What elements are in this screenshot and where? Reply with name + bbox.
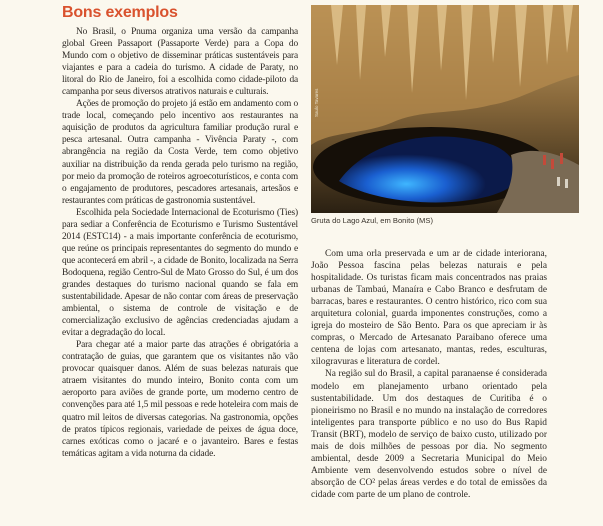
paragraph: Ações de promoção do projeto já estão em andamento com o trade local, começando pelo incentivo aos restaurantes na aquisição de produtos da agricultura familiar produção rural e pesca artesanal. Outra campanha - Vivência Paraty -, com abrangência na região da Costa Verde, tem como objetivo auxiliar na distribuição da renda gerada pelo turismo na região, por meio da promoção de roteiros agroecoturísticos, e conta com o engajamento de produtores, pescadores artesanais, artesãos e restaurantes com práticas de gastronomia sustentável.	[62, 99, 298, 206]
paragraph: Escolhida pela Sociedade Internacional de Ecoturismo (Ties) para sediar a Conferência de Ecoturismo e Turismo Sustentável 2014 (ESTC14) - a mais importante conferência de ecoturismo, que reúne os principais representantes do segmento do mundo e que acontecerá em abril -, a cidade de Bonito, localizada na Serra Bodoquena, região Centro-Sul de Mato Grosso do Sul, é um dos grandes destaques do turismo nacional quando se fala em sustentabilidade. Apesar de não contar com áreas de preservação ambiental, o sistema de controle de visitação e de comercialização exclusivo de agências credenciadas ajudam a evitar a degradação do local.	[62, 207, 298, 339]
right-column	[311, 248, 547, 501]
photo-caption: Gruta do Lago Azul, em Bonito (MS)	[311, 216, 433, 225]
section-heading: Bons exemplos	[62, 4, 178, 21]
cave-lake-image	[311, 5, 579, 213]
cave-lake-photo	[311, 5, 579, 213]
paragraph: Com uma orla preservada e um ar de cidade interiorana, João Pessoa fascina pelas belezas naturais e pela hospitalidade. Os turistas ficam mais concentrados nas praias urbanas de Tambaú, Manaíra e Cabo Branco e desfrutam de barracas, bares e restaurantes. O centro histórico, rico com sua arquitetura colonial, guarda imponentes construções, como a igreja do mosteiro de São Bento. Para os que apreciam ir às compras, o Mercado de Artesanato Paraibano oferece uma centena de lojas com artesanato, mantas, redes, esculturas, xilogravuras e literatura de cordel.	[311, 249, 547, 368]
paragraph: Na região sul do Brasil, a capital paranaense é considerada modelo em planejamento urbano orientado pela sustentabilidade. Um dos destaques de Curitiba é o pioneirismo no Brasil e no mundo na instalação de corredores inteligentes para transporte público e no uso do Bus Rapid Transit (BRT), modelo de serviço de baixo custo, utilizado por mais de dois milhões de pessoas por dia. No segmento ambiental, desde 2009 a Secretaria Municipal do Meio Ambiente vem desenvolvendo estudos sobre o nível de absorção de CO² pelas áreas verdes e do total de emissões da cidade com parte de um plano de controle.	[311, 369, 547, 500]
left-column	[62, 26, 298, 460]
paragraph: Para chegar até a maior parte das atrações é obrigatória a contratação de guias, que garantem que os visitantes não vão provocar quaisquer danos. Além de suas belezas naturais que atraem visitantes do mundo inteiro, Bonito conta com um aeroporto para aviões de grande porte, um moderno centro de convenções para até 1,5 mil pessoas e rede hoteleira com mais de quatro mil leitos de diversas categorias. Na gastronomia, opções de pratos típicos regionais, variedade de peixes de água doce, carnes exóticas como o jacaré e o javanteiro. Bares e festas temáticas agitam a vida noturna da cidade.	[62, 340, 298, 459]
paragraph: No Brasil, o Pnuma organiza uma versão da campanha global Green Passaport (Passaporte Verde) para a Copa do Mundo com o objetivo de disseminar práticas sustentáveis para viajantes e para a cadeia do turismo. A cidade de Paraty, no litoral do Rio de Janeiro, foi a escolhida como cidade-piloto da campanha por seus diversos atrativos naturais e culturais.	[62, 27, 298, 98]
photo-credit: Saulo Tavares	[314, 88, 319, 117]
